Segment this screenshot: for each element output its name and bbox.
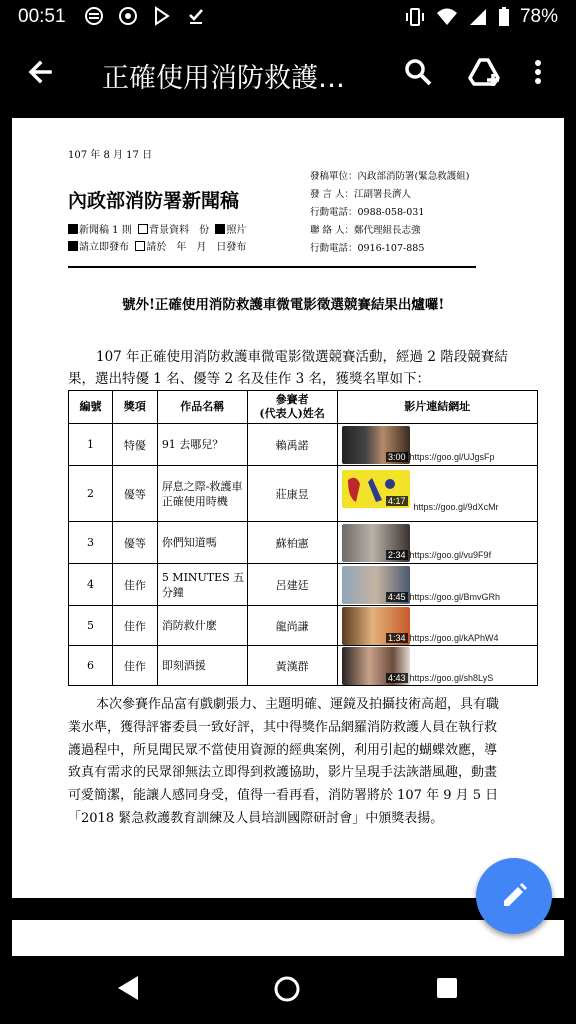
cell-number: 3 [69, 522, 113, 564]
table-row [69, 522, 538, 564]
cell-award: 佳作 [112, 606, 157, 646]
system-nav-bar [0, 956, 576, 1024]
more-vert-icon[interactable] [528, 54, 548, 90]
status-time: 00:51 [18, 6, 66, 27]
headline: 號外!正確使用消防救護車微電影徵選競賽結果出爐囉! [122, 297, 445, 313]
check-news: 新聞稿 1 則 [79, 225, 132, 236]
video-duration: 2:34 [387, 550, 406, 560]
cell-title: 你們知道嗎 [157, 522, 247, 564]
chrome-icon [118, 6, 138, 26]
vpn-icon [84, 6, 104, 26]
nav-back-icon[interactable] [116, 974, 140, 1002]
video-duration: 4:17 [387, 496, 406, 506]
cell-participant: 龍尚謙 [247, 606, 337, 646]
wifi-icon [436, 7, 458, 27]
cell-link [337, 522, 537, 564]
video-duration: 4:43 [387, 673, 406, 683]
table-row [69, 466, 538, 522]
contact-info [310, 168, 469, 258]
checkbox-filled [68, 241, 78, 251]
video-thumbnail[interactable] [342, 524, 410, 562]
video-link[interactable]: https://goo.gl/BmvGRh [409, 592, 501, 602]
header-link: 影片連結網址 [337, 391, 537, 424]
nav-recents-icon[interactable] [436, 977, 458, 999]
video-link[interactable]: https://goo.gl/kAPhW4 [409, 633, 499, 643]
video-link[interactable]: https://goo.gl/vu9F9f [409, 550, 492, 560]
battery-icon [498, 7, 510, 27]
checkbox-filled [68, 224, 78, 234]
cell-title: 消防救什麼 [157, 606, 247, 646]
checkbox-empty [135, 241, 145, 251]
header-number: 編號 [69, 391, 113, 424]
video-thumbnail[interactable] [342, 607, 410, 645]
table-row [69, 606, 538, 646]
cell-title: 91 去哪兒？ [157, 424, 247, 466]
check-immediate: 請立即發布 [79, 242, 129, 253]
cell-award: 特優 [112, 424, 157, 466]
header-award: 獎項 [112, 391, 157, 424]
video-duration: 4:45 [387, 592, 406, 602]
video-thumbnail[interactable] [342, 566, 410, 604]
video-thumbnail[interactable] [342, 470, 410, 508]
nav-home-icon[interactable] [273, 975, 301, 1003]
drive-add-icon[interactable] [468, 54, 504, 90]
video-duration: 1:34 [387, 633, 406, 643]
signal-icon [468, 7, 488, 27]
header-participant [247, 391, 337, 424]
system-icons [404, 6, 558, 28]
divider [68, 266, 476, 268]
table-header-row [69, 391, 538, 424]
video-thumbnail[interactable] [342, 426, 410, 464]
video-link[interactable]: https://goo.gl/9dXcMr [413, 502, 499, 512]
closing-paragraph: 本次參賽作品富有戲劇張力、主題明確、運鏡及拍攝技術高超，具有職業水準，獲得評審委員一致好評，其中得獎作品網羅消防救護人員在執行救護過程中，所見聞民眾不當使用資源的經典案例，利用引起的蝴蝶效應，導致真有需求的民眾卻無法立即得到救護協助，影片呈現手法詼諧風趣，動畫可愛簡潔，能讓人感同身受，值得一看再看，消防署將於 107 年 9 月 5 日「2018 緊急救護教育訓練及人員培訓國際研討會」中頒獎表揚。 [68, 697, 500, 826]
cell-link [337, 564, 537, 606]
play-store-icon [152, 6, 172, 26]
cell-link [337, 424, 537, 466]
edit-pencil-icon [500, 882, 528, 910]
cell-participant: 呂建廷 [247, 564, 337, 606]
header-title: 作品名稱 [157, 391, 247, 424]
checkbox-empty [138, 224, 148, 234]
cell-title: 即刻酒援 [157, 646, 247, 686]
table-row [69, 564, 538, 606]
cell-link [337, 466, 537, 522]
check-photo: 照片 [226, 225, 247, 236]
cell-award: 優等 [112, 466, 157, 522]
cell-number: 6 [69, 646, 113, 686]
cell-number: 4 [69, 564, 113, 606]
check-scheduled: 請於 年 月 日發布 [146, 242, 247, 253]
search-icon[interactable] [400, 54, 436, 90]
cell-link [337, 646, 537, 686]
awards-table [68, 390, 538, 686]
cell-participant: 賴禹諾 [247, 424, 337, 466]
check-background: 背景資料 份 [149, 225, 210, 236]
download-done-icon [186, 6, 206, 26]
battery-percent: 78% [519, 6, 558, 27]
cell-award: 佳作 [112, 564, 157, 606]
cell-participant: 黃漢群 [247, 646, 337, 686]
cell-participant: 蘇柏憲 [247, 522, 337, 564]
header-participant-line2: (代表人)姓名 [259, 407, 325, 420]
video-thumbnail[interactable] [342, 647, 410, 685]
info-line: 行動電話：0916-107-885 [310, 243, 425, 254]
app-bar [0, 36, 576, 110]
status-bar [0, 0, 576, 36]
next-page [12, 920, 564, 960]
intro-paragraph: 107 年正確使用消防救護車微電影徵選競賽活動，經過 2 階段競賽結果，選出特優 1 名、優等 2 名及佳作 3 名，獲獎名單如下： [68, 349, 508, 387]
table-row [69, 646, 538, 686]
table-row [69, 424, 538, 466]
document-title: 正確使用消防救護… [102, 63, 345, 94]
cell-link [337, 606, 537, 646]
video-link[interactable]: https://goo.gl/sh8LyS [409, 673, 494, 683]
vibrate-icon [404, 7, 426, 27]
cell-title: 屏息之際-救護車正確使用時機 [157, 466, 247, 522]
document-viewer[interactable] [0, 110, 576, 956]
cell-number: 5 [69, 606, 113, 646]
press-date: 107 年 8 月 17 日 [68, 150, 153, 161]
back-arrow-icon[interactable] [22, 54, 58, 90]
press-release-title: 內政部消防署新聞稿 [68, 190, 240, 212]
cell-number: 2 [69, 466, 113, 522]
cell-title: 5 MINUTES 五分鐘 [157, 564, 247, 606]
checkbox-filled [215, 224, 225, 234]
info-line: 行動電話：0988-058-031 [310, 207, 425, 218]
cell-number: 1 [69, 424, 113, 466]
video-link[interactable]: https://goo.gl/UJgsFp [409, 452, 495, 462]
header-participant-line1: 參賽者 [275, 393, 309, 406]
notification-icons [84, 6, 206, 26]
cell-participant: 莊康昱 [247, 466, 337, 522]
cell-award: 佳作 [112, 646, 157, 686]
info-line: 發 言 人：江副署長濟人 [310, 189, 412, 200]
cell-award: 優等 [112, 522, 157, 564]
info-line: 發稿單位：內政部消防署(緊急救護組) [310, 171, 470, 182]
release-checkboxes [68, 222, 246, 256]
info-line: 聯 絡 人：鄭代理組長志強 [310, 225, 421, 236]
document-page [12, 118, 564, 898]
video-duration: 3:00 [387, 452, 406, 462]
edit-button[interactable] [476, 858, 552, 934]
